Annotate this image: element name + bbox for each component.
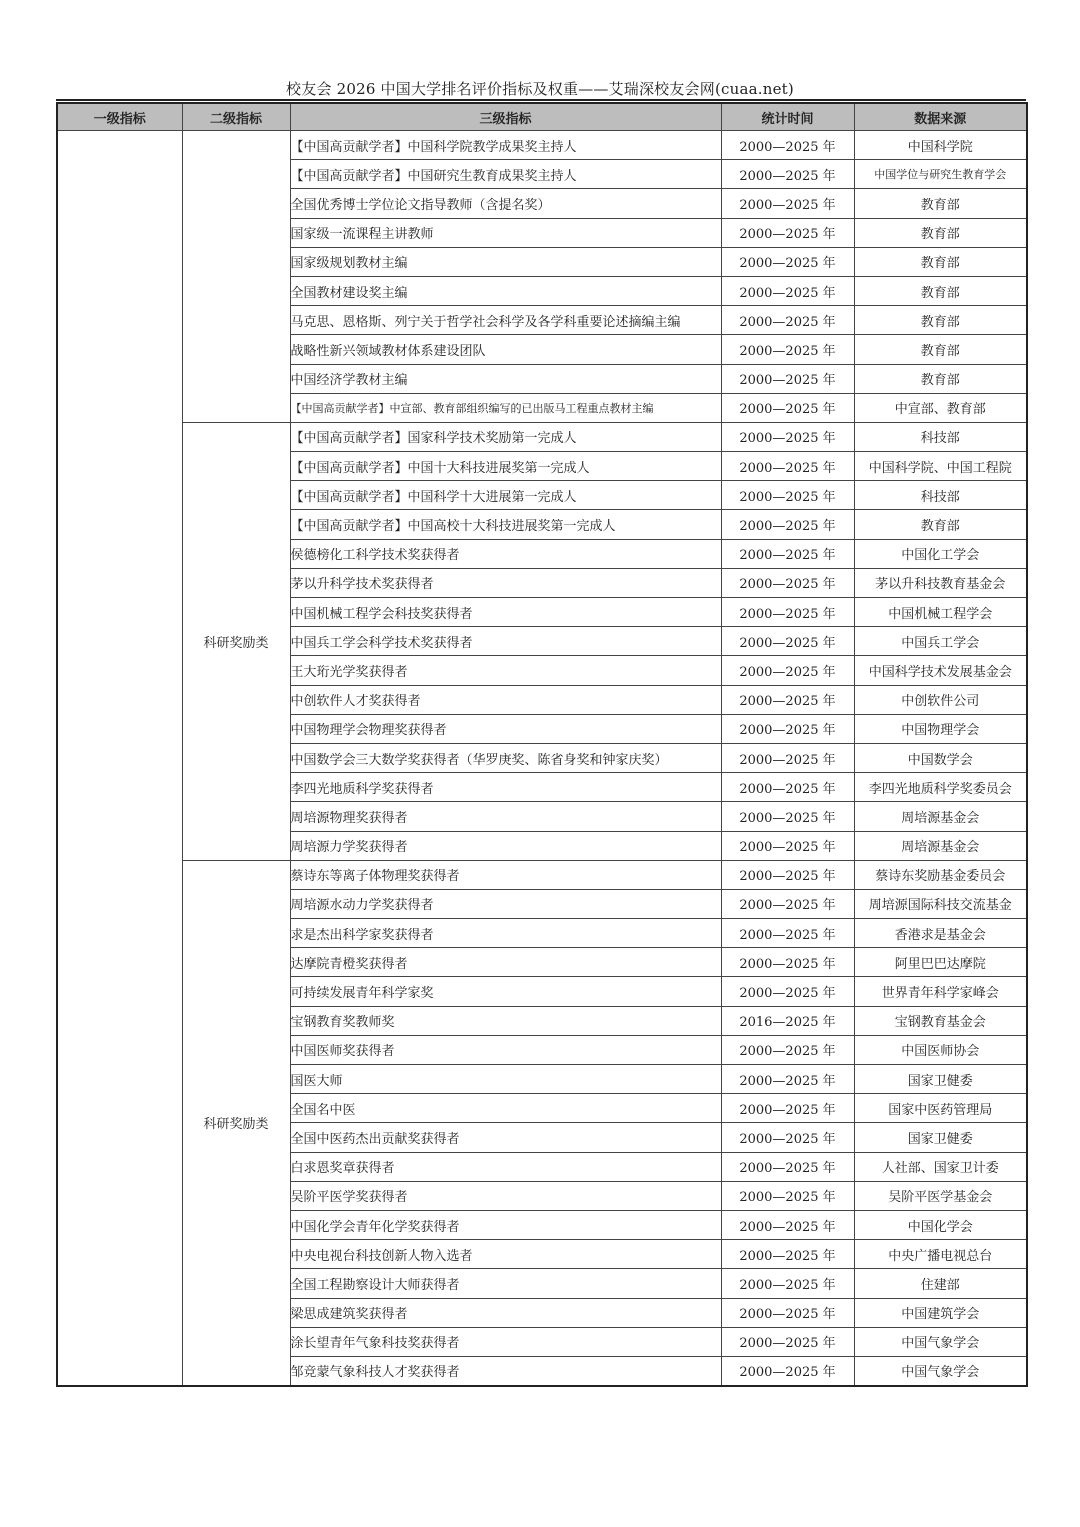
indicator-cell: 中央电视台科技创新人物入选者 — [290, 1240, 721, 1269]
source-cell: 茅以升科技教育基金会 — [854, 568, 1027, 597]
period-cell: 2016—2025 年 — [721, 1006, 854, 1035]
source-cell: 教育部 — [854, 189, 1027, 218]
level2-cell — [182, 131, 290, 423]
source-cell: 住建部 — [854, 1269, 1027, 1298]
source-cell: 宝钢教育基金会 — [854, 1006, 1027, 1035]
indicator-cell: 全国名中医 — [290, 1094, 721, 1123]
source-cell: 中国科学院 — [854, 131, 1027, 160]
period-cell: 2000—2025 年 — [721, 685, 854, 714]
indicator-cell: 【中国高贡献学者】中国科学十大进展第一完成人 — [290, 481, 721, 510]
indicator-cell: 蔡诗东等离子体物理奖获得者 — [290, 860, 721, 889]
period-cell: 2000—2025 年 — [721, 1240, 854, 1269]
period-cell: 2000—2025 年 — [721, 889, 854, 918]
indicator-cell: 梁思成建筑奖获得者 — [290, 1298, 721, 1327]
indicator-cell: 【中国高贡献学者】中国高校十大科技进展奖第一完成人 — [290, 510, 721, 539]
period-cell: 2000—2025 年 — [721, 131, 854, 160]
period-cell: 2000—2025 年 — [721, 452, 854, 481]
period-cell: 2000—2025 年 — [721, 510, 854, 539]
indicator-cell: 全国教材建设奖主编 — [290, 276, 721, 305]
indicator-cell: 【中国高贡献学者】中宣部、教育部组织编写的已出版马工程重点教材主编 — [290, 393, 721, 422]
indicator-cell: 李四光地质科学奖获得者 — [290, 773, 721, 802]
page-title: 校友会 2026 中国大学排名评价指标及权重——艾瑞深校友会网(cuaa.net) — [286, 80, 794, 98]
period-cell: 2000—2025 年 — [721, 247, 854, 276]
indicator-cell: 中国医师奖获得者 — [290, 1035, 721, 1064]
indicator-cell: 宝钢教育奖教师奖 — [290, 1006, 721, 1035]
indicator-cell: 达摩院青橙奖获得者 — [290, 948, 721, 977]
source-cell: 教育部 — [854, 218, 1027, 247]
period-cell: 2000—2025 年 — [721, 422, 854, 451]
period-cell: 2000—2025 年 — [721, 714, 854, 743]
period-cell: 2000—2025 年 — [721, 802, 854, 831]
indicator-cell: 国家级规划教材主编 — [290, 247, 721, 276]
table-row — [57, 860, 1027, 889]
table-header-row — [57, 103, 1027, 131]
period-cell: 2000—2025 年 — [721, 919, 854, 948]
indicator-cell: 中国物理学会物理奖获得者 — [290, 714, 721, 743]
source-cell: 中央广播电视总台 — [854, 1240, 1027, 1269]
source-cell: 国家卫健委 — [854, 1123, 1027, 1152]
period-cell: 2000—2025 年 — [721, 743, 854, 772]
source-cell: 中宣部、教育部 — [854, 393, 1027, 422]
indicator-cell: 周培源水动力学奖获得者 — [290, 889, 721, 918]
source-cell: 中创软件公司 — [854, 685, 1027, 714]
header-level1: 一级指标 — [57, 103, 182, 131]
source-cell: 国家卫健委 — [854, 1065, 1027, 1094]
source-cell: 中国化学会 — [854, 1210, 1027, 1239]
source-cell: 教育部 — [854, 335, 1027, 364]
period-cell: 2000—2025 年 — [721, 1035, 854, 1064]
period-cell: 2000—2025 年 — [721, 773, 854, 802]
period-cell: 2000—2025 年 — [721, 860, 854, 889]
source-cell: 中国数学会 — [854, 743, 1027, 772]
period-cell: 2000—2025 年 — [721, 1327, 854, 1356]
period-cell: 2000—2025 年 — [721, 393, 854, 422]
level2-cell: 科研奖励类 — [182, 422, 290, 860]
period-cell: 2000—2025 年 — [721, 1152, 854, 1181]
indicator-cell: 中国化学会青年化学奖获得者 — [290, 1210, 721, 1239]
source-cell: 周培源基金会 — [854, 802, 1027, 831]
source-cell: 周培源国际科技交流基金 — [854, 889, 1027, 918]
indicator-cell: 中国兵工学会科学技术奖获得者 — [290, 627, 721, 656]
indicator-cell: 周培源物理奖获得者 — [290, 802, 721, 831]
indicator-cell: 求是杰出科学家奖获得者 — [290, 919, 721, 948]
indicator-cell: 可持续发展青年科学家奖 — [290, 977, 721, 1006]
source-cell: 教育部 — [854, 364, 1027, 393]
indicator-cell: 周培源力学奖获得者 — [290, 831, 721, 860]
source-cell: 国家中医药管理局 — [854, 1094, 1027, 1123]
indicator-cell: 中国数学会三大数学奖获得者（华罗庚奖、陈省身奖和钟家庆奖） — [290, 743, 721, 772]
source-cell: 中国化工学会 — [854, 539, 1027, 568]
indicator-cell: 中国机械工程学会科技奖获得者 — [290, 598, 721, 627]
period-cell: 2000—2025 年 — [721, 948, 854, 977]
table-row — [57, 422, 1027, 451]
level2-cell: 科研奖励类 — [182, 860, 290, 1386]
source-cell: 中国气象学会 — [854, 1327, 1027, 1356]
indicator-cell: 涂长望青年气象科技奖获得者 — [290, 1327, 721, 1356]
period-cell: 2000—2025 年 — [721, 539, 854, 568]
indicator-cell: 中国经济学教材主编 — [290, 364, 721, 393]
source-cell: 中国建筑学会 — [854, 1298, 1027, 1327]
source-cell: 中国学位与研究生教育学会 — [854, 160, 1027, 189]
indicator-cell: 侯德榜化工科学技术奖获得者 — [290, 539, 721, 568]
period-cell: 2000—2025 年 — [721, 276, 854, 305]
indicator-cell: 战略性新兴领域教材体系建设团队 — [290, 335, 721, 364]
source-cell: 中国物理学会 — [854, 714, 1027, 743]
source-cell: 吴阶平医学基金会 — [854, 1181, 1027, 1210]
source-cell: 人社部、国家卫计委 — [854, 1152, 1027, 1181]
period-cell: 2000—2025 年 — [721, 656, 854, 685]
source-cell: 中国科学技术发展基金会 — [854, 656, 1027, 685]
indicator-cell: 全国中医药杰出贡献奖获得者 — [290, 1123, 721, 1152]
source-cell: 李四光地质科学奖委员会 — [854, 773, 1027, 802]
indicator-cell: 全国工程勘察设计大师获得者 — [290, 1269, 721, 1298]
source-cell: 科技部 — [854, 481, 1027, 510]
source-cell: 中国医师协会 — [854, 1035, 1027, 1064]
indicator-cell: 国家级一流课程主讲教师 — [290, 218, 721, 247]
header-level2: 二级指标 — [182, 103, 290, 131]
source-cell: 蔡诗东奖励基金委员会 — [854, 860, 1027, 889]
period-cell: 2000—2025 年 — [721, 306, 854, 335]
period-cell: 2000—2025 年 — [721, 627, 854, 656]
indicator-cell: 【中国高贡献学者】国家科学技术奖励第一完成人 — [290, 422, 721, 451]
indicator-cell: 吴阶平医学奖获得者 — [290, 1181, 721, 1210]
period-cell: 2000—2025 年 — [721, 335, 854, 364]
period-cell: 2000—2025 年 — [721, 977, 854, 1006]
indicator-cell: 国医大师 — [290, 1065, 721, 1094]
indicator-cell: 白求恩奖章获得者 — [290, 1152, 721, 1181]
source-cell: 教育部 — [854, 510, 1027, 539]
source-cell: 香港求是基金会 — [854, 919, 1027, 948]
source-cell: 教育部 — [854, 276, 1027, 305]
source-cell: 阿里巴巴达摩院 — [854, 948, 1027, 977]
source-cell: 世界青年科学家峰会 — [854, 977, 1027, 1006]
period-cell: 2000—2025 年 — [721, 598, 854, 627]
period-cell: 2000—2025 年 — [721, 481, 854, 510]
source-cell: 周培源基金会 — [854, 831, 1027, 860]
source-cell: 科技部 — [854, 422, 1027, 451]
level1-cell — [57, 131, 182, 1387]
period-cell: 2000—2025 年 — [721, 218, 854, 247]
header-source: 数据来源 — [854, 103, 1027, 131]
source-cell: 中国机械工程学会 — [854, 598, 1027, 627]
indicator-cell: 【中国高贡献学者】中国十大科技进展奖第一完成人 — [290, 452, 721, 481]
indicator-cell: 全国优秀博士学位论文指导教师（含提名奖） — [290, 189, 721, 218]
indicator-cell: 邹竞蒙气象科技人才奖获得者 — [290, 1356, 721, 1386]
indicator-cell: 马克思、恩格斯、列宁关于哲学社会科学及各学科重要论述摘编主编 — [290, 306, 721, 335]
indicator-cell: 中创软件人才奖获得者 — [290, 685, 721, 714]
period-cell: 2000—2025 年 — [721, 1123, 854, 1152]
source-cell: 中国气象学会 — [854, 1356, 1027, 1386]
period-cell: 2000—2025 年 — [721, 568, 854, 597]
period-cell: 2000—2025 年 — [721, 1210, 854, 1239]
indicator-cell: 茅以升科学技术奖获得者 — [290, 568, 721, 597]
indicator-table — [56, 102, 1028, 1387]
period-cell: 2000—2025 年 — [721, 1094, 854, 1123]
period-cell: 2000—2025 年 — [721, 1065, 854, 1094]
source-cell: 中国兵工学会 — [854, 627, 1027, 656]
period-cell: 2000—2025 年 — [721, 1298, 854, 1327]
indicator-cell: 【中国高贡献学者】中国科学院教学成果奖主持人 — [290, 131, 721, 160]
period-cell: 2000—2025 年 — [721, 1181, 854, 1210]
period-cell: 2000—2025 年 — [721, 364, 854, 393]
source-cell: 教育部 — [854, 306, 1027, 335]
source-cell: 中国科学院、中国工程院 — [854, 452, 1027, 481]
source-cell: 教育部 — [854, 247, 1027, 276]
period-cell: 2000—2025 年 — [721, 160, 854, 189]
indicator-cell: 王大珩光学奖获得者 — [290, 656, 721, 685]
period-cell: 2000—2025 年 — [721, 1356, 854, 1386]
period-cell: 2000—2025 年 — [721, 831, 854, 860]
period-cell: 2000—2025 年 — [721, 1269, 854, 1298]
indicator-cell: 【中国高贡献学者】中国研究生教育成果奖主持人 — [290, 160, 721, 189]
table-body — [57, 131, 1027, 1387]
table-row — [57, 131, 1027, 160]
title-rule — [56, 99, 1026, 101]
header-level3: 三级指标 — [290, 103, 721, 131]
header-period: 统计时间 — [721, 103, 854, 131]
period-cell: 2000—2025 年 — [721, 189, 854, 218]
